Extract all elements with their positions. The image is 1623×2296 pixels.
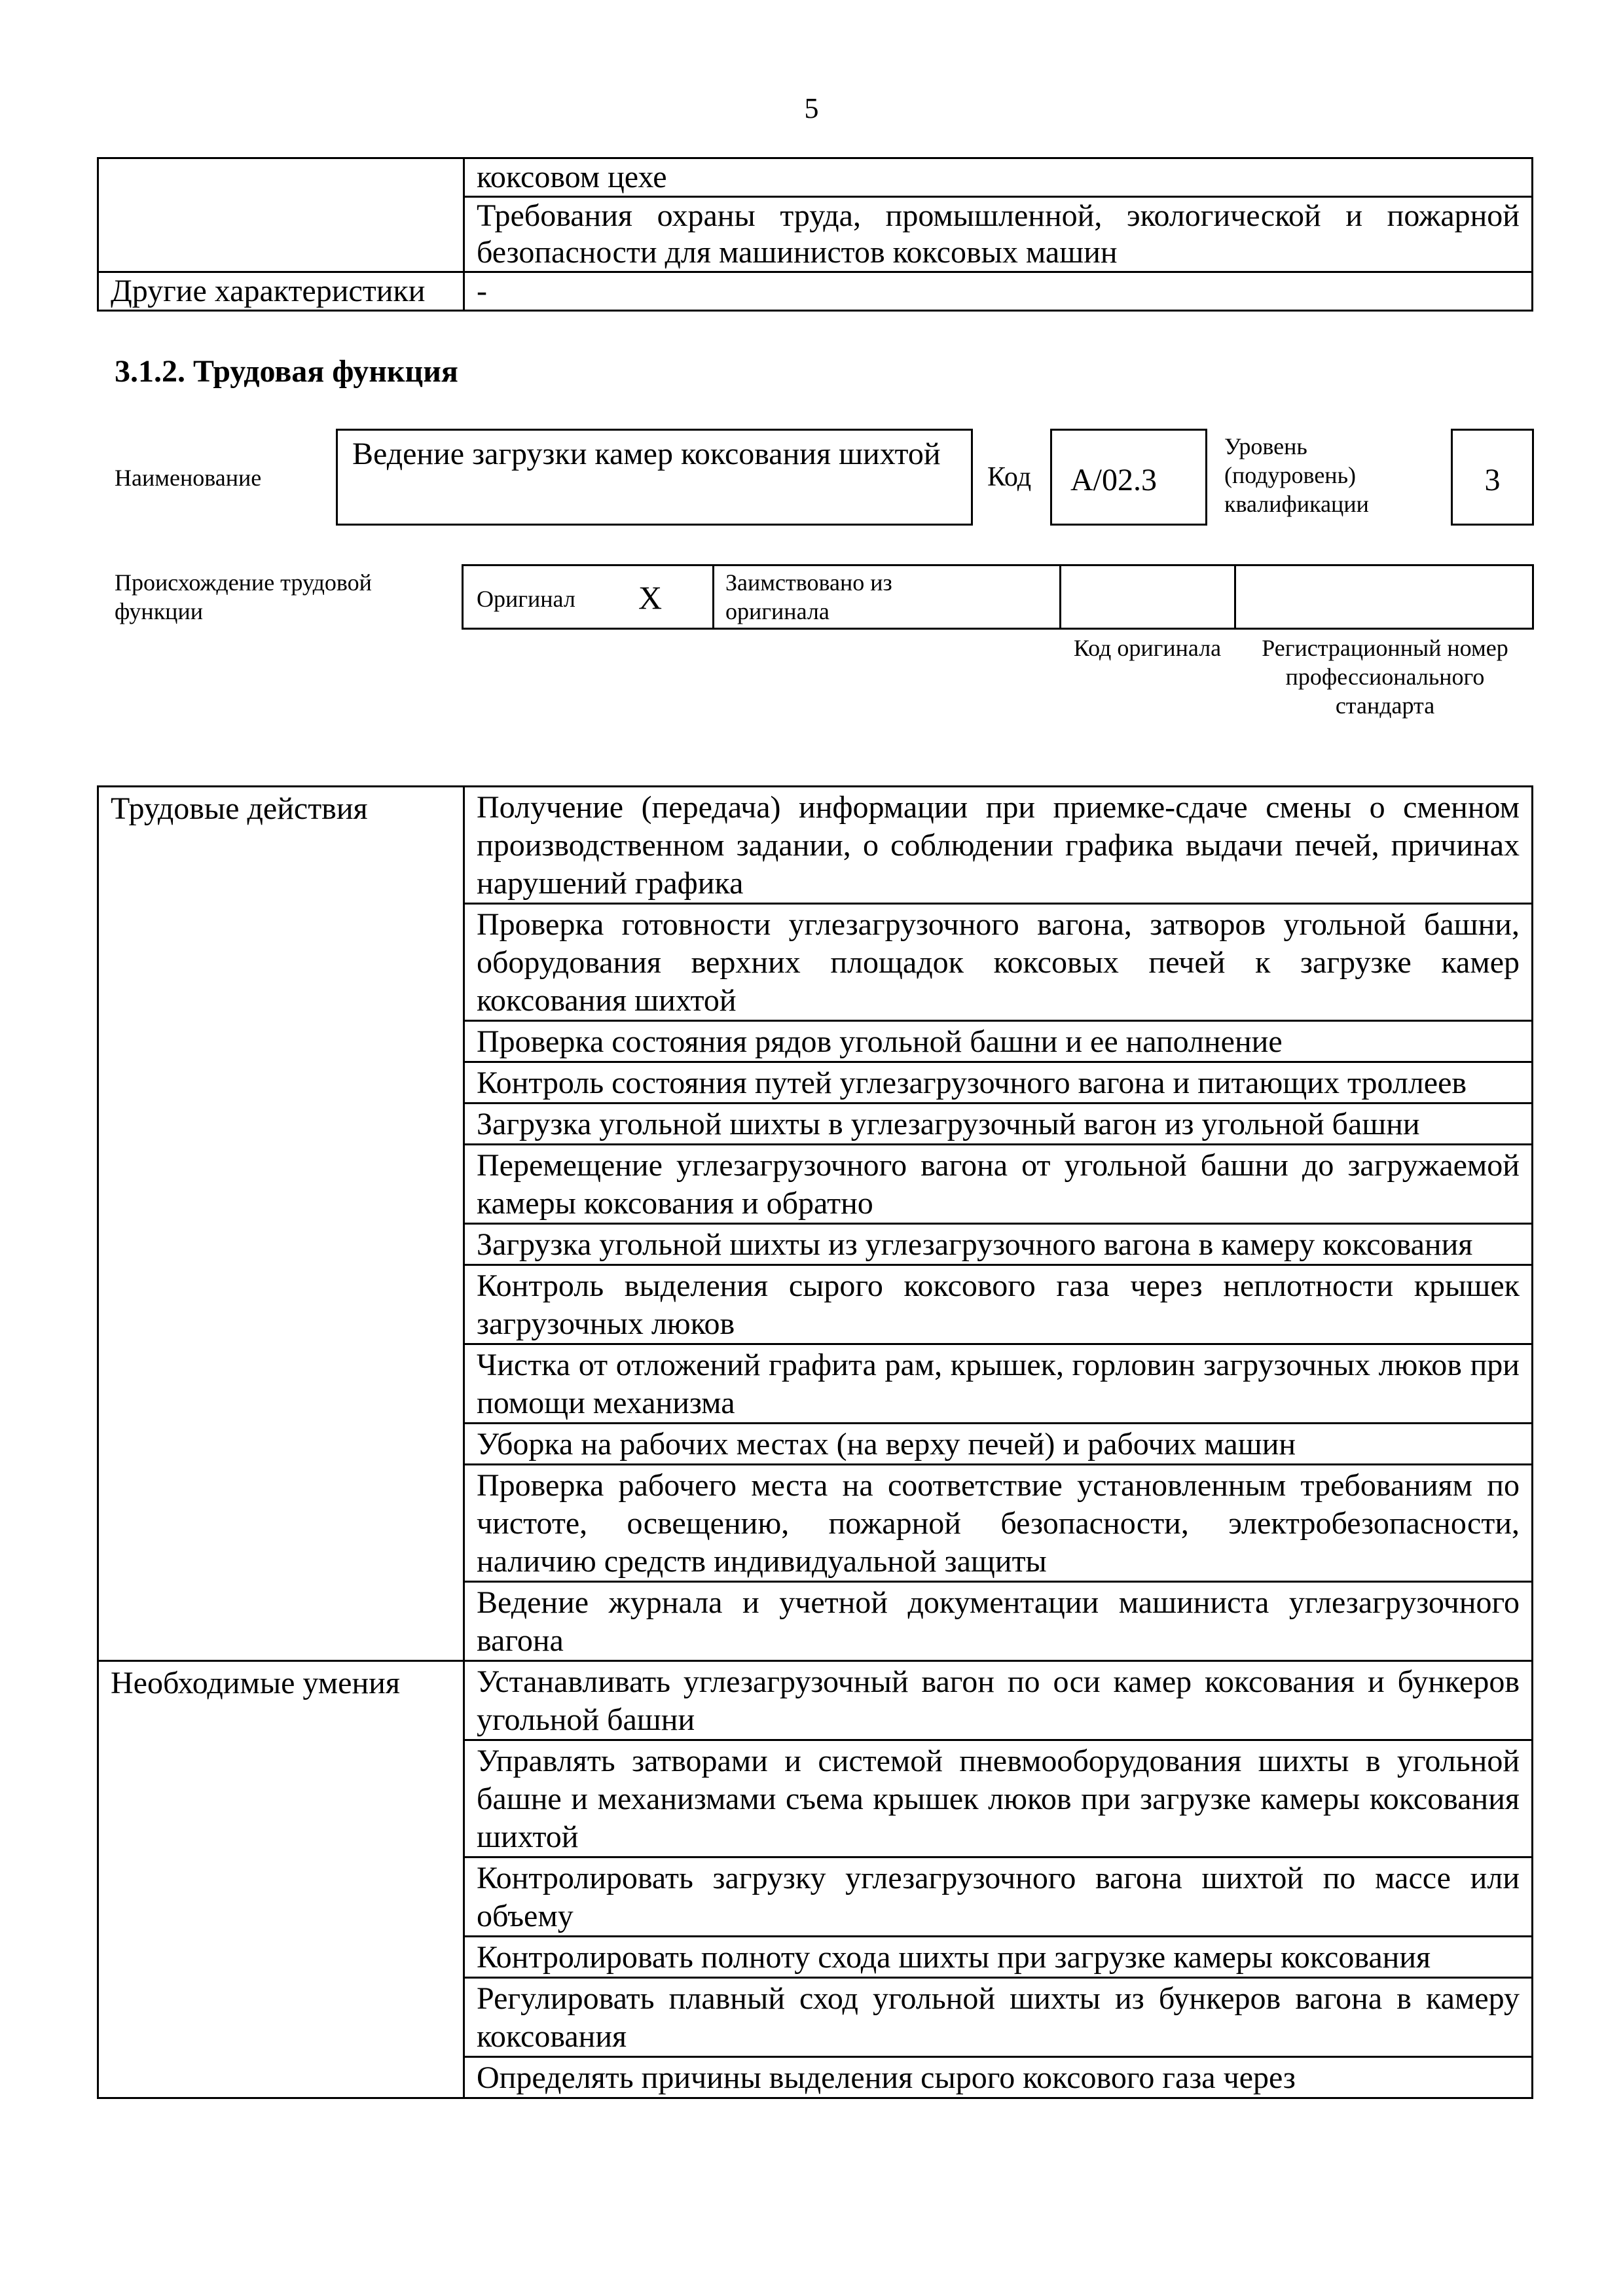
skill-item: Определять причины выделения сырого коксового газа через — [464, 2057, 1533, 2098]
labor-action-item: Загрузка угольной шихты из углезагрузочного вагона в камеру коксования — [464, 1224, 1533, 1265]
skill-item: Устанавливать углезагрузочный вагон по оси камер коксования и бункеров угольной башни — [464, 1661, 1533, 1740]
empty-label-cell — [98, 158, 464, 272]
labor-actions-label: Трудовые действия — [98, 787, 464, 1661]
labor-action-item: Контроль состояния путей углезагрузочного вагона и питающих троллеев — [464, 1062, 1533, 1103]
origin-label: Происхождение трудовой функции — [115, 569, 372, 624]
labor-action-item: Перемещение углезагрузочного вагона от угольной башни до загружаемой камеры коксования и обратно — [464, 1145, 1533, 1224]
skill-item: Контролировать полноту схода шихты при загрузке камеры коксования — [464, 1937, 1533, 1978]
labor-action-item: Проверка готовности углезагрузочного вагона, затворов угольной башни, оборудования верхних площадок коксовых печей к загрузке камер коксования шихтой — [464, 904, 1533, 1021]
labor-action-item: Получение (передача) информации при приемке-сдаче смены о сменном производственном задании, о соблюдении графика выдачи печей, причинах нарушений графика — [464, 787, 1533, 904]
origin-divider — [712, 564, 714, 630]
level-value-box: 3 — [1451, 429, 1534, 526]
level-label: Уровень (подуровень) квалификации — [1224, 433, 1369, 517]
original-label: Оригинал — [477, 586, 575, 612]
skill-item: Контролировать загрузку углезагрузочного вагона шихтой по массе или объему — [464, 1857, 1533, 1937]
original-mark: X — [638, 579, 663, 616]
other-characteristics-label: Другие характеристики — [98, 272, 464, 311]
borrowed-label: Заимствовано из оригинала — [725, 569, 892, 624]
reg-number-caption: Регистрационный номер профессионального стандарта — [1262, 635, 1508, 719]
labor-action-item: Проверка состояния рядов угольной башни и ее наполнение — [464, 1021, 1533, 1062]
code-label: Код — [987, 462, 1032, 492]
skills-label: Необходимые умения — [98, 1661, 464, 2098]
name-label: Наименование — [115, 465, 262, 491]
labor-action-item: Ведение журнала и учетной документации машиниста углезагрузочного вагона — [464, 1582, 1533, 1661]
page-number: 5 — [804, 92, 819, 124]
continuation-table — [97, 157, 1533, 312]
labor-action-item: Уборка на рабочих местах (на верху печей) и рабочих машин — [464, 1424, 1533, 1465]
code-value-box: А/02.3 — [1050, 429, 1207, 526]
labor-action-item: Загрузка угольной шихты в углезагрузочный вагон из угольной башни — [464, 1103, 1533, 1145]
section-title: 3.1.2. Трудовая функция — [115, 354, 458, 389]
origin-divider — [1059, 564, 1061, 630]
table-cell: Требования охраны труда, промышленной, экологической и пожарной безопасности для машинистов коксовых машин — [464, 197, 1533, 272]
skill-item: Регулировать плавный сход угольной шихты из бункеров вагона в камеру коксования — [464, 1978, 1533, 2057]
origin-divider — [1234, 564, 1236, 630]
table-row — [98, 1661, 1533, 1740]
labor-action-item: Контроль выделения сырого коксового газа через неплотности крышек загрузочных люков — [464, 1265, 1533, 1344]
skill-item: Управлять затворами и системой пневмооборудования шихты в угольной башне и механизмами съема крышек люков при загрузке камеры коксования шихтой — [464, 1740, 1533, 1857]
labor-action-item: Чистка от отложений графита рам, крышек, горловин загрузочных люков при помощи механизма — [464, 1344, 1533, 1424]
table-cell: коксовом цехе — [464, 158, 1533, 197]
table-cell: - — [464, 272, 1533, 311]
table-row — [98, 787, 1533, 904]
main-table — [97, 785, 1533, 2099]
code-original-caption: Код оригинала — [1073, 635, 1222, 661]
origin-box — [462, 564, 1534, 630]
labor-action-item: Проверка рабочего места на соответствие установленным требованиям по чистоте, освещению, пожарной безопасности, электробезопасности, наличию средств индивидуальной защиты — [464, 1465, 1533, 1582]
table-row — [98, 272, 1533, 311]
function-name-box: Ведение загрузки камер коксования шихтой — [336, 429, 973, 526]
table-row — [98, 158, 1533, 197]
